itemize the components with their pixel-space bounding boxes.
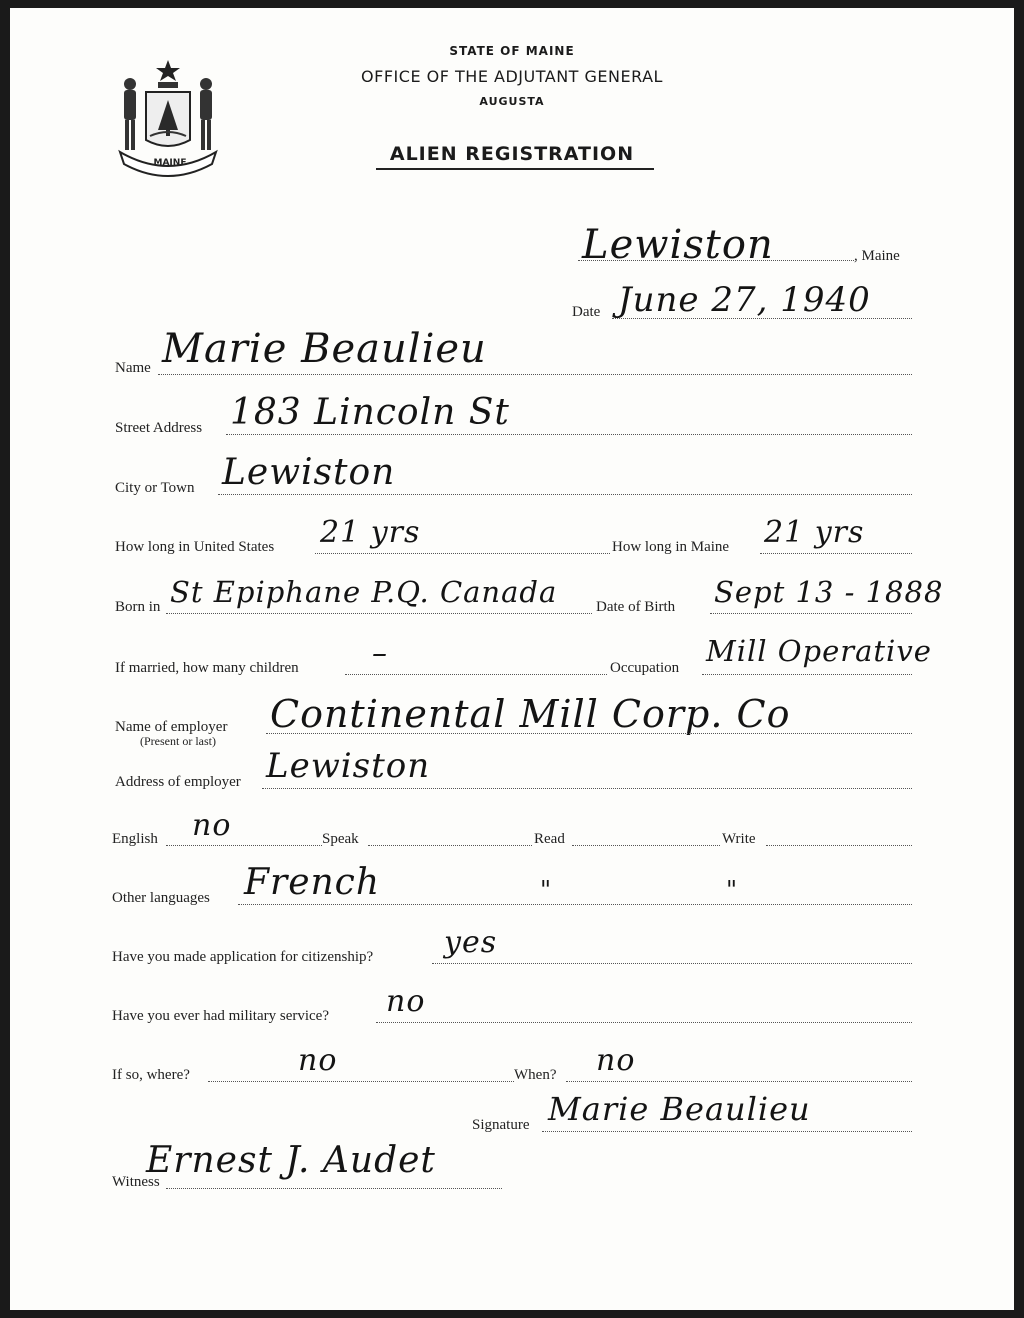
date-value: June 27, 1940 bbox=[618, 280, 871, 320]
form-title: ALIEN REGISTRATION bbox=[389, 143, 635, 165]
where-value: no bbox=[298, 1043, 338, 1078]
name-line bbox=[158, 374, 912, 375]
employer-address-line bbox=[262, 788, 912, 789]
english-label: English bbox=[112, 831, 158, 847]
employer-address-label: Address of employer bbox=[115, 774, 241, 790]
town-line bbox=[578, 260, 854, 261]
signature-line bbox=[542, 1131, 912, 1132]
other-languages-label: Other languages bbox=[112, 890, 210, 906]
employer-line bbox=[266, 733, 912, 734]
military-line bbox=[376, 1022, 912, 1023]
title-underline bbox=[376, 168, 654, 170]
witness-line bbox=[166, 1188, 502, 1189]
date-line bbox=[612, 318, 912, 319]
when-value: no bbox=[596, 1043, 636, 1078]
maine-label: , Maine bbox=[854, 248, 900, 264]
write-line bbox=[766, 845, 912, 846]
write-label: Write bbox=[722, 831, 756, 847]
how-long-us-label: How long in United States bbox=[115, 539, 275, 555]
where-line bbox=[208, 1081, 514, 1082]
employer-value: Continental Mill Corp. Co bbox=[270, 692, 791, 736]
street-line bbox=[226, 434, 912, 435]
how-long-maine-value: 21 yrs bbox=[764, 515, 865, 550]
witness-label: Witness bbox=[112, 1174, 160, 1190]
date-label: Date bbox=[572, 304, 601, 320]
name-label: Name bbox=[115, 360, 151, 376]
english-line bbox=[166, 845, 322, 846]
name-value: Marie Beaulieu bbox=[162, 326, 487, 372]
how-long-us-value: 21 yrs bbox=[320, 515, 421, 550]
children-line bbox=[345, 674, 607, 675]
city-value: Lewiston bbox=[222, 452, 396, 493]
city-heading: AUGUSTA bbox=[479, 95, 545, 108]
employer-address-value: Lewiston bbox=[266, 746, 431, 786]
born-line bbox=[166, 613, 592, 614]
children-value: – bbox=[372, 636, 388, 671]
speak-label: Speak bbox=[322, 831, 359, 847]
how-long-maine-label: How long in Maine bbox=[612, 539, 730, 555]
other-languages-line bbox=[238, 904, 912, 905]
other-languages-value: French bbox=[244, 862, 381, 903]
employer-note: (Present or last) bbox=[140, 734, 216, 748]
city-line bbox=[218, 494, 912, 495]
when-label: When? bbox=[514, 1067, 557, 1083]
dob-line bbox=[710, 613, 912, 614]
dob-value: Sept 13 - 1888 bbox=[714, 575, 944, 609]
where-label: If so, where? bbox=[112, 1067, 190, 1083]
employer-label: Name of employer bbox=[115, 719, 228, 735]
born-label: Born in bbox=[115, 599, 161, 615]
citizenship-line bbox=[432, 963, 912, 964]
other-read-value: " bbox=[540, 876, 553, 904]
office-heading: OFFICE OF THE ADJUTANT GENERAL bbox=[361, 67, 663, 86]
english-value: no bbox=[192, 808, 232, 843]
state-heading: STATE OF MAINE bbox=[449, 44, 575, 58]
citizenship-label: Have you made application for citizenship? bbox=[112, 949, 374, 965]
occupation-line bbox=[702, 674, 912, 675]
born-value: St Epiphane P.Q. Canada bbox=[170, 575, 558, 609]
street-label: Street Address bbox=[115, 420, 203, 436]
city-label: City or Town bbox=[115, 480, 195, 496]
seal-banner-text: MAINE bbox=[153, 158, 187, 168]
how-long-maine-line bbox=[760, 553, 912, 554]
occupation-label: Occupation bbox=[610, 660, 680, 676]
speak-line bbox=[368, 845, 532, 846]
military-value: no bbox=[386, 984, 426, 1019]
town-value: Lewiston bbox=[582, 222, 774, 268]
when-line bbox=[566, 1081, 912, 1082]
witness-value: Ernest J. Audet bbox=[146, 1140, 436, 1181]
signature-value: Marie Beaulieu bbox=[548, 1090, 811, 1128]
married-label: If married, how many children bbox=[115, 660, 299, 676]
citizenship-value: yes bbox=[444, 925, 498, 960]
read-line bbox=[572, 845, 720, 846]
dob-label: Date of Birth bbox=[596, 599, 676, 615]
read-label: Read bbox=[534, 831, 565, 847]
how-long-us-line bbox=[315, 553, 610, 554]
street-value: 183 Lincoln St bbox=[230, 392, 510, 433]
military-label: Have you ever had military service? bbox=[112, 1008, 329, 1024]
occupation-value: Mill Operative bbox=[706, 634, 932, 668]
signature-label: Signature bbox=[472, 1117, 530, 1133]
other-write-value: " bbox=[726, 876, 739, 904]
